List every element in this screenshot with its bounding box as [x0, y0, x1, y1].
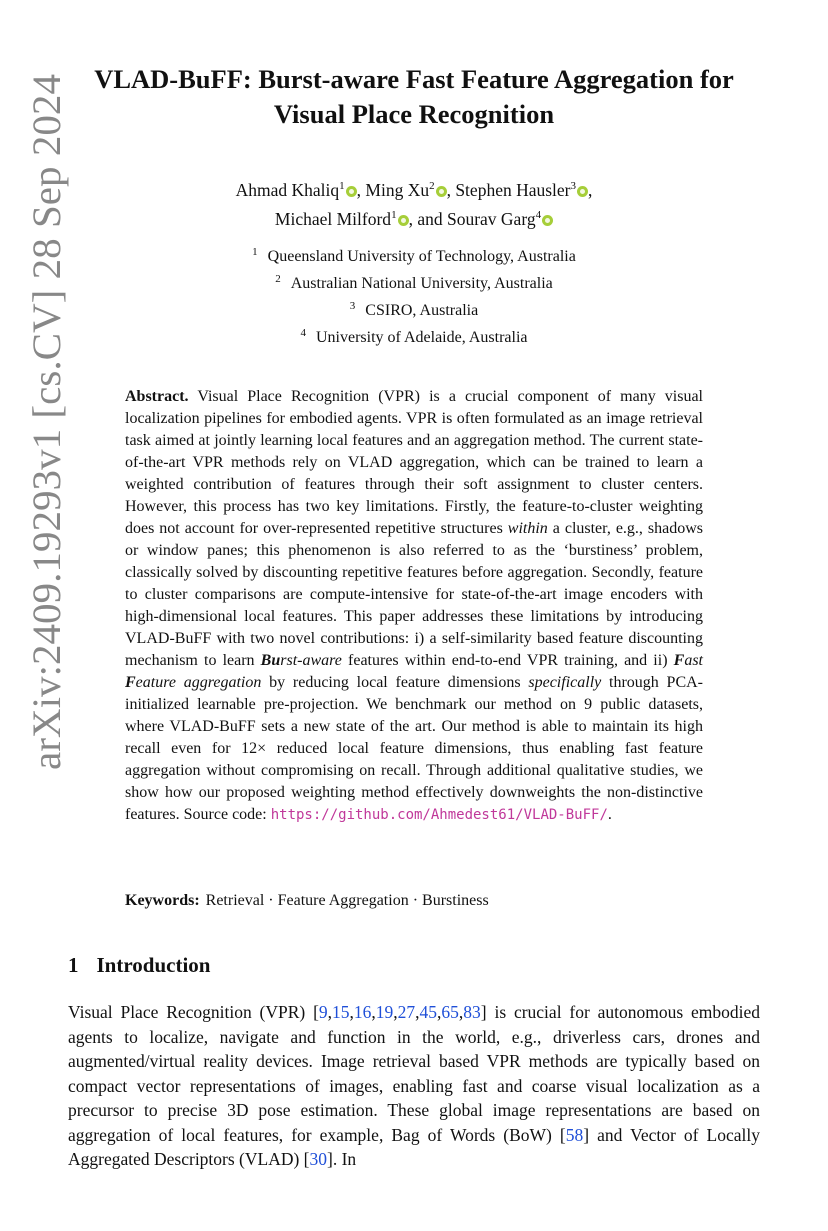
author-list: [120, 174, 708, 232]
affiliation-line: [150, 241, 678, 268]
keywords: [125, 890, 703, 912]
section-title: Introduction: [96, 953, 211, 977]
author-separator: , and: [408, 208, 447, 229]
abstract-emphasis: eature aggregation: [135, 674, 262, 691]
abstract-emphasis: within: [507, 520, 548, 537]
intro-paragraph: Visual Place Recognition (VPR) [9,15,16,19,27,45,65,83] is crucial for autonomous embodied agents to localize, navigate and function in the world, e.g., driverless cars, drones and augmented/virtual reality devices. Image retrieval based VPR methods are typically based on compact vector representations of images, enabling fast and coarse visual localization as a precursor to precise 3D pose estimation. These global image representations are based on aggregation of local features, for example, Bag of Words (BoW) [58] and Vector of Locally Aggregated Descriptors (VLAD) [30]. In: [68, 1002, 760, 1169]
arxiv-stamp-svg: [12, 72, 76, 772]
orcid-icon[interactable]: [436, 186, 447, 197]
section-number: 1: [68, 953, 79, 977]
section-heading: [68, 951, 210, 979]
author-name: Ahmad Khaliq: [235, 179, 340, 200]
citation-link[interactable]: 15: [332, 1002, 350, 1022]
author-separator: ,: [588, 179, 593, 200]
author-line-1: [120, 174, 708, 203]
intro-text: ] is crucial for autonomous embodied agents to localize, navigate and function in the world, e.g., driverless cars, drones and augmented/virtual reality devices. Image retrieval based VPR methods are typically based on compact vector representations of images, enabling fast and coarse visual localization as a precursor to precise 3D pose estimation. These global image representations are based on aggregation of local features, for example, Bag of Words (BoW) [: [68, 1002, 760, 1145]
citation-link[interactable]: 58: [565, 1124, 584, 1145]
author-name: Michael Milford: [274, 208, 392, 229]
abstract-emphasis-bold: Bu: [260, 652, 281, 669]
orcid-icon[interactable]: [398, 215, 409, 226]
arxiv-id: arXiv:2409.19293v1 [cs.CV] 28 Sep 2024: [24, 92, 69, 770]
title-line-2: Visual Place Recognition: [273, 99, 555, 129]
author-name: Sourav Garg: [446, 208, 536, 229]
author-name: Ming Xu: [365, 179, 430, 200]
citation-link[interactable]: 83: [463, 1002, 481, 1022]
abstract-emphasis-bold: F: [673, 652, 685, 669]
abstract-text: features within end-to-end VPR training, and ii): [341, 652, 674, 669]
keywords-text: Retrieval · Feature Aggregation · Burstiness: [205, 892, 489, 909]
intro-text: ] and Vector of Locally Aggregated Descriptors (VLAD) [: [68, 1124, 760, 1169]
source-code-link[interactable]: https://github.com/Ahmedest61/VLAD-BuFF/: [270, 807, 608, 823]
citation-link[interactable]: 45: [419, 1002, 438, 1022]
author-affil-mark: 4: [535, 208, 542, 221]
affiliation-text: CSIRO, Australia: [365, 302, 479, 319]
affiliation-line: [150, 295, 678, 322]
keywords-label: Keywords:: [125, 892, 200, 909]
author-separator: ,: [356, 179, 366, 200]
citation-link[interactable]: 65: [441, 1002, 459, 1022]
abstract: [125, 386, 703, 826]
affiliation-number: 3: [349, 300, 356, 312]
citation-link[interactable]: 30: [309, 1149, 328, 1169]
affiliation-line: [150, 322, 678, 349]
affiliation-text: Australian National University, Australia: [290, 275, 553, 292]
orcid-icon[interactable]: [577, 186, 588, 197]
affiliation-number: 1: [252, 246, 258, 258]
abstract-text: Visual Place Recognition (VPR) is a crucial component of many visual localization pipelines for embodied agents. VPR is often formulated as an image retrieval task aimed at jointly learning local features and an aggregation method. The current state-of-the-art VPR methods rely on VLAD aggregation, which can be trained to learn a weighted contribution of features through their soft assignment to cluster centers. However, this process has two key limitations. Firstly, the feature-to-cluster weighting does not account for over-represented repetitive structures: [125, 388, 704, 537]
author-affil-mark: 1: [391, 208, 397, 221]
paper-title: [62, 62, 766, 132]
citation-link[interactable]: 19: [375, 1002, 394, 1022]
citation-link[interactable]: 27: [397, 1002, 416, 1022]
abstract-text: through PCA-initialized learnable pre-projection. We benchmark our method on 9 public datasets, where VLAD-BuFF sets a new state of the art. Our method is able to maintain its high recall even for 12× reduced local feature dimensions, thus enabling fast feature aggregation without compromising on recall. Through additional qualitative studies, we show how our proposed weighting method effectively downweights the non-distinctive features. Source code:: [125, 674, 704, 823]
title-line-1: VLAD-BuFF: Burst-aware Fast Feature Aggregation for: [94, 64, 734, 94]
author-affil-mark: 3: [570, 180, 577, 192]
citation-link[interactable]: 16: [353, 1002, 372, 1022]
affiliation-text: Queensland University of Technology, Australia: [267, 248, 576, 265]
abstract-emphasis: ast: [684, 652, 703, 669]
abstract-label: Abstract.: [125, 388, 189, 405]
author-affil-mark: 1: [339, 180, 345, 192]
orcid-icon[interactable]: [542, 215, 553, 226]
affiliation-text: University of Adelaide, Australia: [315, 329, 528, 346]
orcid-icon[interactable]: [346, 186, 357, 197]
affiliation-number: 4: [300, 327, 306, 339]
author-affil-mark: 2: [429, 180, 435, 192]
abstract-text: a cluster, e.g., shadows or window panes; this phenomenon is also referred to as the ‘burstiness’ problem, classically solved by discounting repetitive features before aggregation. Secondly, feature to cluster comparisons are compute-intensive for state-of-the-art image encoders with high-dimensional local features. This paper addresses these limitations by introducing VLAD-BuFF with two novel contributions: i) a self-similarity based feature discounting mechanism to learn: [125, 520, 704, 669]
author-separator: ,: [446, 179, 456, 200]
abstract-emphasis: specifically: [528, 674, 602, 691]
abstract-text: .: [607, 806, 612, 823]
abstract-emphasis-bold: F: [125, 674, 136, 691]
affiliation-list: [150, 241, 678, 349]
citation-link[interactable]: 9: [318, 1002, 328, 1022]
intro-text: ]. In: [327, 1149, 357, 1169]
author-name: Stephen Hausler: [455, 179, 571, 200]
arxiv-stamp: [12, 72, 76, 772]
abstract-text: by reducing local feature dimensions: [261, 674, 529, 691]
affiliation-line: [150, 268, 678, 295]
affiliation-number: 2: [275, 273, 281, 285]
abstract-emphasis: rst-aware: [280, 652, 342, 669]
intro-text: Visual Place Recognition (VPR) [: [68, 1002, 319, 1022]
author-line-2: [120, 203, 708, 232]
